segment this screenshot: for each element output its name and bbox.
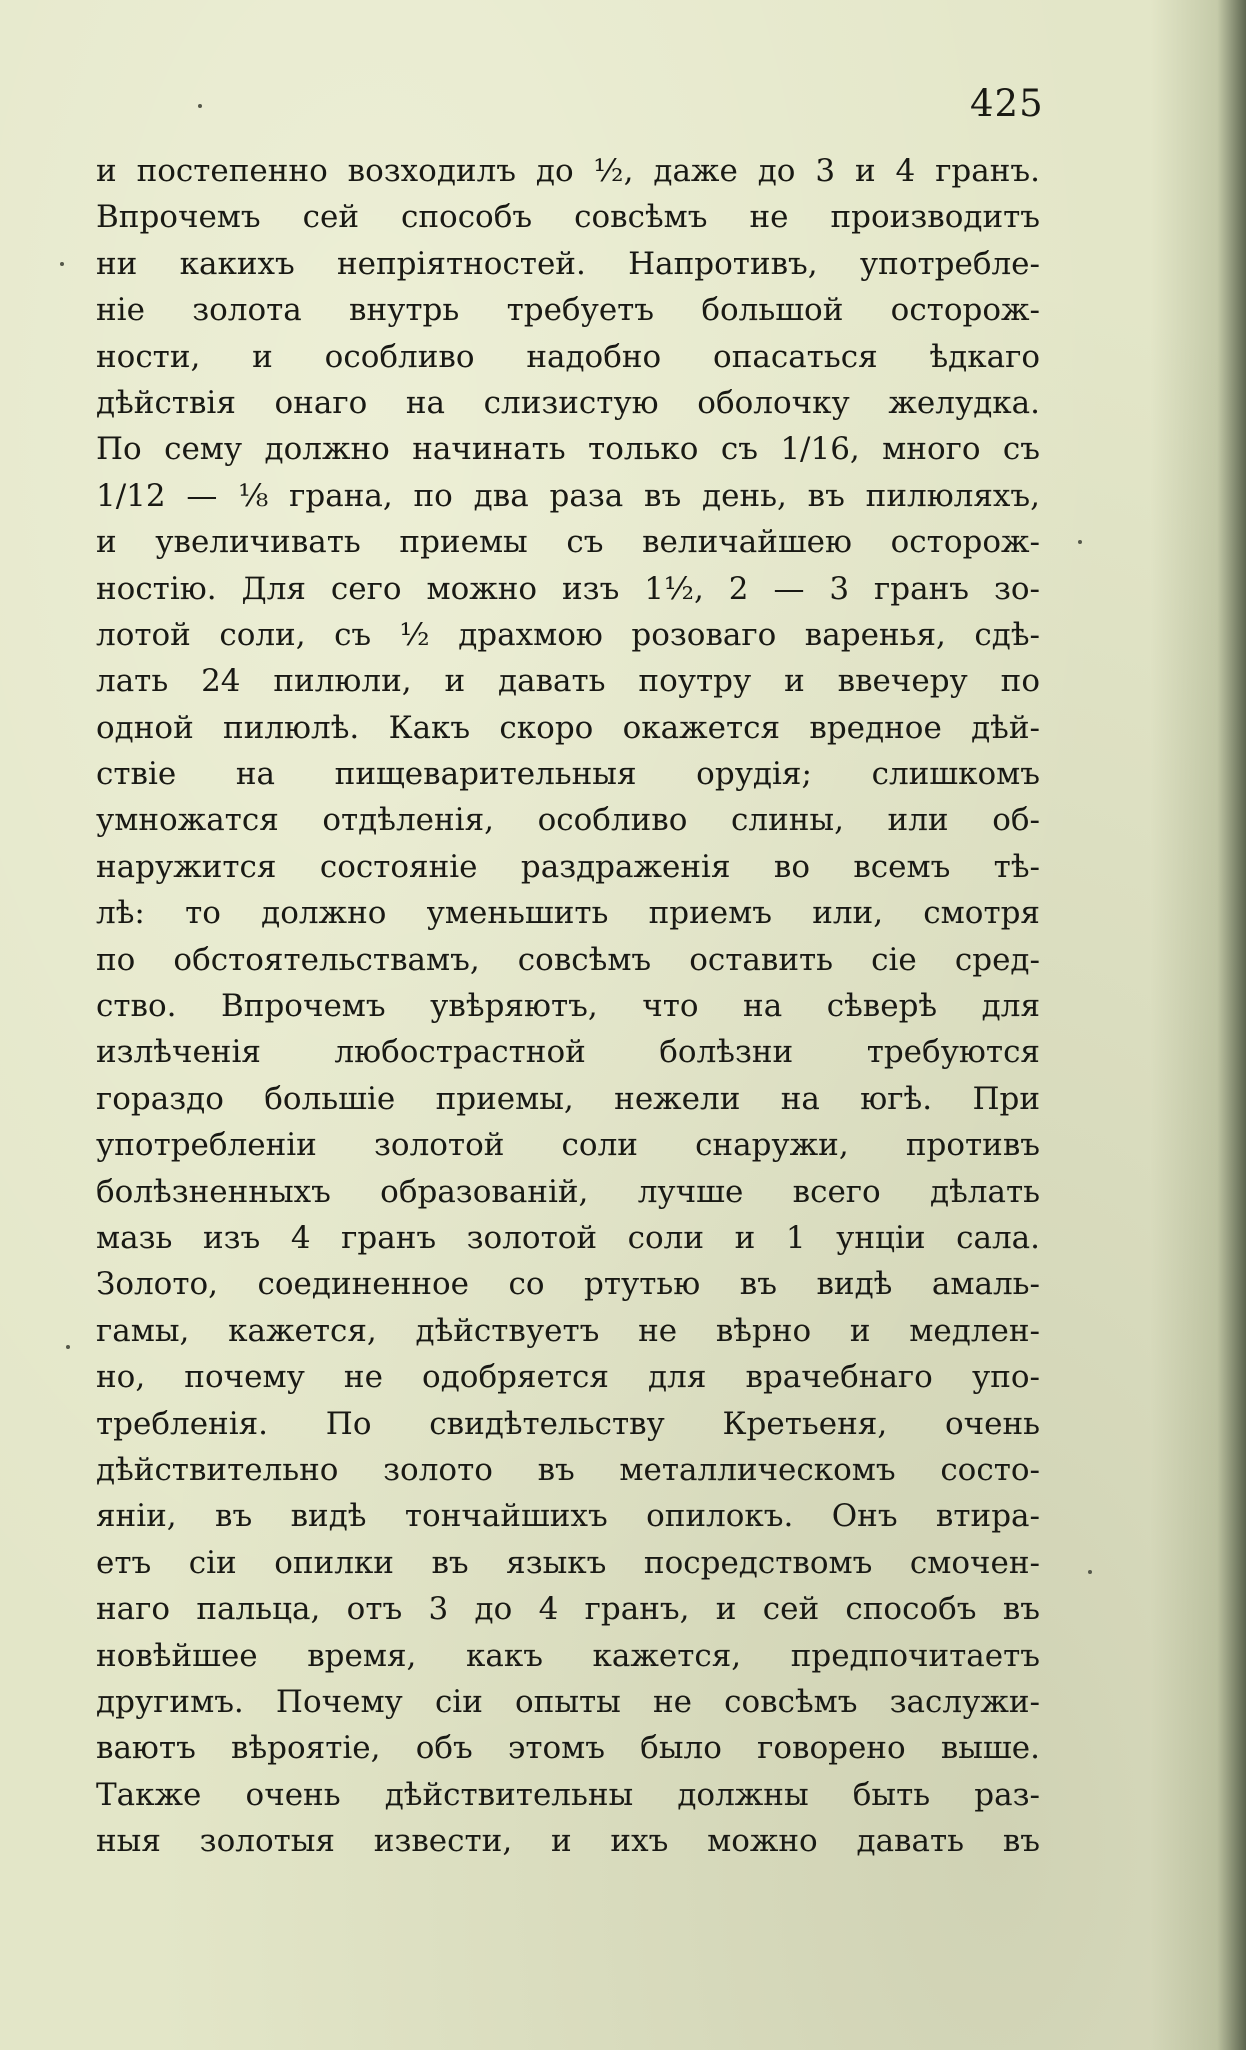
text-line: ніе золота внутрь требуетъ большой осторож-: [96, 292, 1040, 329]
text-line: Также очень дѣйствительны должны быть раз-: [96, 1776, 1040, 1813]
text-line: наго пальца, отъ 3 до 4 гранъ, и сей способъ въ: [96, 1591, 1040, 1628]
text-line: Золото, соединенное со ртутью въ видѣ амаль-: [96, 1266, 1040, 1303]
text-line: болѣзненныхъ образованій, лучше всего дѣлать: [96, 1173, 1040, 1210]
text-line: ваютъ вѣроятіе, объ этомъ было говорено выше.: [96, 1730, 1040, 1767]
text-line: гамы, кажется, дѣйствуетъ не вѣрно и медлен-: [96, 1312, 1040, 1349]
text-line: 1/12 — ⅛ грана, по два раза въ день, въ пилюляхъ,: [96, 477, 1040, 514]
text-line: излѣченія любострастной болѣзни требуются: [96, 1034, 1040, 1071]
text-line: мазь изъ 4 гранъ золотой соли и 1 унціи сала.: [96, 1219, 1040, 1256]
text-line: ности, и особливо надобно опасаться ѣдкаго: [96, 338, 1040, 375]
text-line: ствіе на пищеварительныя орудія; слишкомъ: [96, 756, 1040, 793]
text-line: гораздо большіе приемы, нежели на югѣ. При: [96, 1080, 1040, 1117]
text-line: новѣйшее время, какъ кажется, предпочитаетъ: [96, 1637, 1040, 1674]
text-line: и постепенно возходилъ до ½, даже до 3 и 4 гранъ.: [96, 153, 1040, 189]
text-line: ностію. Для сего можно изъ 1½, 2 — 3 гранъ зо-: [96, 570, 1040, 607]
paper-speck: [66, 1345, 70, 1349]
text-line: Впрочемъ сей способъ совсѣмъ не производитъ: [96, 199, 1040, 236]
text-line: лотой соли, съ ½ драхмою розоваго варенья, сдѣ-: [96, 616, 1040, 653]
page-number: 425: [970, 82, 1044, 125]
paper-speck: [198, 104, 202, 108]
text-line: яніи, въ видѣ тончайшихъ опилокъ. Онъ втира-: [96, 1498, 1040, 1535]
text-line: одной пилюлѣ. Какъ скоро окажется вредное дѣй-: [96, 709, 1040, 746]
text-line: По сему должно начинать только съ 1/16, много съ: [96, 431, 1040, 468]
text-line: лать 24 пилюли, и давать поутру и ввечеру по: [96, 663, 1040, 700]
text-line: требленія. По свидѣтельству Кретьеня, очень: [96, 1405, 1040, 1442]
paper-speck: [60, 262, 64, 266]
text-line: и увеличивать приемы съ величайшею осторож-: [96, 524, 1040, 561]
text-line: етъ сіи опилки въ языкъ посредствомъ смочен-: [96, 1544, 1040, 1581]
text-line: лѣ: то должно уменьшить приемъ или, смотря: [96, 895, 1040, 932]
text-line: дѣйствія онаго на слизистую оболочку желудка.: [96, 384, 1040, 421]
paper-speck: [1078, 540, 1082, 544]
text-line: другимъ. Почему сіи опыты не совсѣмъ заслужи-: [96, 1683, 1040, 1720]
body-text: [96, 148, 1040, 1864]
text-line: ныя золотыя извести, и ихъ можно давать въ: [96, 1823, 1040, 1860]
page-edge-shadow: [1150, 0, 1246, 2050]
paper-speck: [1088, 1570, 1092, 1574]
text-line: наружится состояніе раздраженія во всемъ тѣ-: [96, 848, 1040, 885]
text-line: по обстоятельствамъ, совсѣмъ оставить сіе сред-: [96, 941, 1040, 978]
text-line: употребленіи золотой соли снаружи, противъ: [96, 1127, 1040, 1164]
text-line: ство. Впрочемъ увѣряютъ, что на сѣверѣ для: [96, 988, 1040, 1025]
text-line: дѣйствительно золото въ металлическомъ состо-: [96, 1451, 1040, 1488]
text-line: умножатся отдѣленія, особливо слины, или об-: [96, 802, 1040, 839]
text-line: ни какихъ непріятностей. Напротивъ, употребле-: [96, 245, 1040, 282]
text-line: но, почему не одобряется для врачебнаго упо-: [96, 1359, 1040, 1396]
